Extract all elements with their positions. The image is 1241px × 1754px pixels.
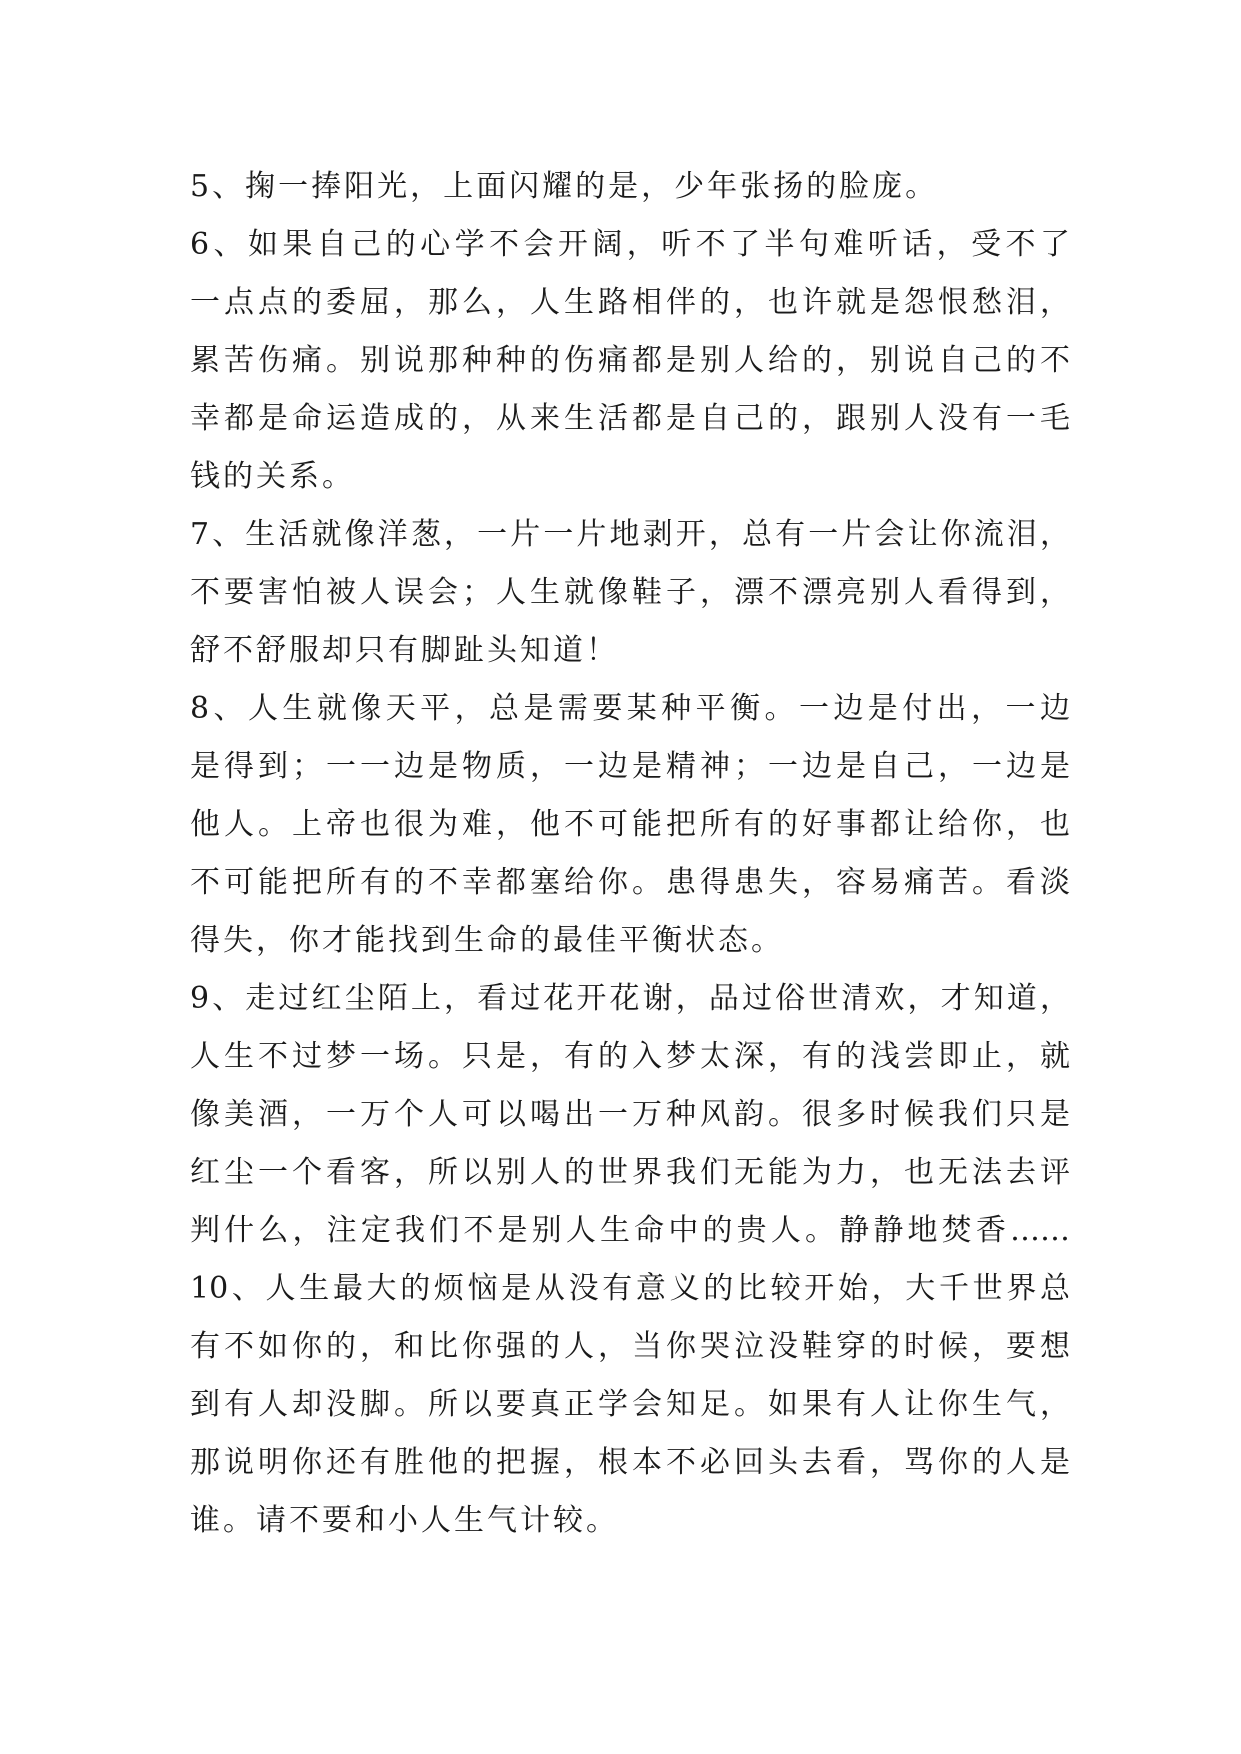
text-line: 不可能把所有的不幸都塞给你。患得患失，容易痛苦。看淡 xyxy=(190,865,1070,900)
text-line: 红尘一个看客，所以别人的世界我们无能为力，也无法去评 xyxy=(190,1155,1070,1190)
text-line: 像美酒，一万个人可以喝出一万种风韵。很多时候我们只是 xyxy=(190,1097,1070,1132)
text-line: 10、人生最大的烦恼是从没有意义的比较开始，大千世界总 xyxy=(190,1271,1070,1306)
text-line: 不要害怕被人误会；人生就像鞋子，漂不漂亮别人看得到， xyxy=(190,575,1070,610)
text-line: 是得到；一一边是物质，一边是精神；一边是自己，一边是 xyxy=(190,749,1070,784)
text-line: 幸都是命运造成的，从来生活都是自己的，跟别人没有一毛 xyxy=(190,401,1070,436)
text-line: 7、生活就像洋葱，一片一片地剥开，总有一片会让你流泪， xyxy=(190,517,1070,552)
text-line: 人生不过梦一场。只是，有的入梦太深，有的浅尝即止，就 xyxy=(190,1039,1070,1074)
text-line: 他人。上帝也很为难，他不可能把所有的好事都让给你，也 xyxy=(190,807,1070,842)
text-line: 判什么，注定我们不是别人生命中的贵人。静静地焚香…… xyxy=(190,1213,1070,1248)
text-line: 钱的关系。 xyxy=(190,459,355,494)
text-line: 得失，你才能找到生命的最佳平衡状态。 xyxy=(190,923,784,958)
text-line: 舒不舒服却只有脚趾头知道！ xyxy=(190,633,619,668)
text-line: 有不如你的，和比你强的人，当你哭泣没鞋穿的时候，要想 xyxy=(190,1329,1070,1364)
document-body xyxy=(190,158,1070,1550)
text-line: 一点点的委屈，那么，人生路相伴的，也许就是怨恨愁泪， xyxy=(190,285,1070,320)
text-line: 9、走过红尘陌上，看过花开花谢，品过俗世清欢，才知道， xyxy=(190,981,1070,1016)
text-line: 那说明你还有胜他的把握，根本不必回头去看，骂你的人是 xyxy=(190,1445,1070,1480)
text-line: 5、掬一捧阳光，上面闪耀的是，少年张扬的脸庞。 xyxy=(190,169,939,204)
text-line: 谁。请不要和小人生气计较。 xyxy=(190,1503,619,1538)
text-line: 累苦伤痛。别说那种种的伤痛都是别人给的，别说自己的不 xyxy=(190,343,1070,378)
text-line: 到有人却没脚。所以要真正学会知足。如果有人让你生气， xyxy=(190,1387,1070,1422)
text-line: 8、人生就像天平，总是需要某种平衡。一边是付出，一边 xyxy=(190,691,1070,726)
text-line: 6、如果自己的心学不会开阔，听不了半句难听话，受不了 xyxy=(190,227,1070,262)
